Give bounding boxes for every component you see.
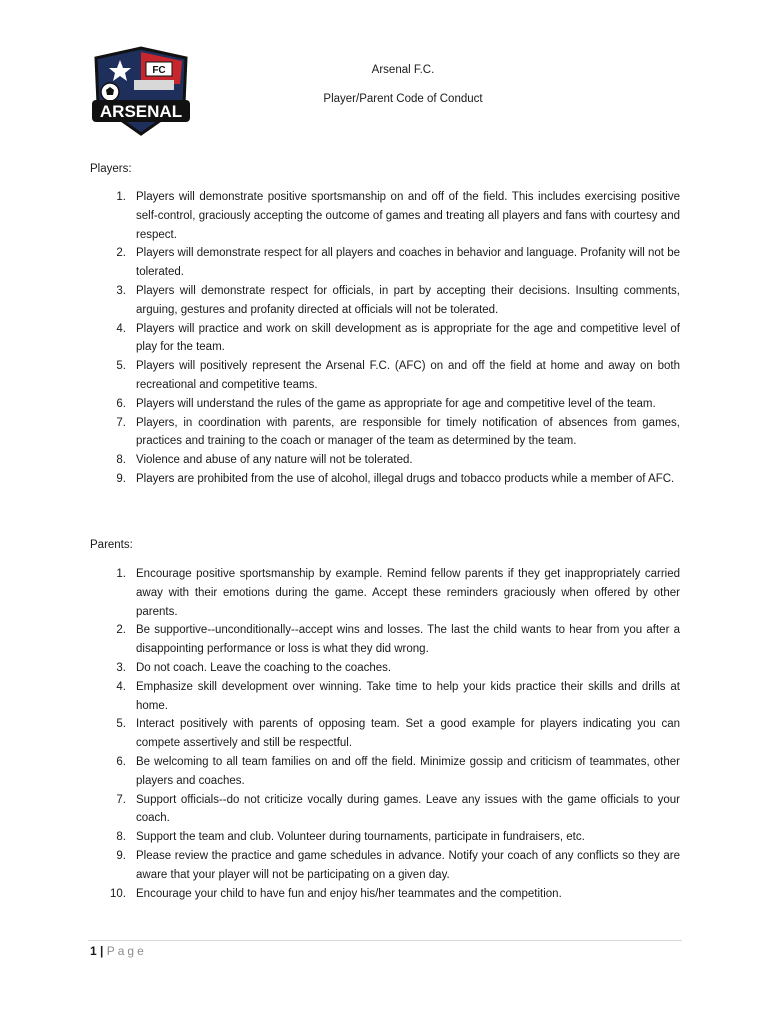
parents-rule-item <box>100 847 680 885</box>
rule-text: Players will understand the rules of the game as appropriate for age and competitive level of the team. <box>136 397 656 410</box>
players-rule-item <box>100 282 680 320</box>
players-heading: Players: <box>90 163 132 175</box>
rule-number: 9. <box>116 472 126 485</box>
players-rule-item <box>100 244 680 282</box>
players-rule-item <box>100 451 680 470</box>
rule-text: Do not coach. Leave the coaching to the coaches. <box>136 661 392 674</box>
rule-number: 7. <box>116 416 126 429</box>
rule-text: Encourage your child to have fun and enjoy his/her teammates and the competition. <box>136 887 562 900</box>
page-separator: | <box>100 944 104 958</box>
parents-rule-item <box>100 659 680 678</box>
document-title: Arsenal F.C. <box>371 64 435 76</box>
rule-number: 2. <box>116 624 126 637</box>
rule-text: Players will demonstrate respect for all players and coaches in behavior and language. Profanity will not be tolerated. <box>136 247 680 279</box>
rule-text: Support officials--do not criticize vocally during games. Leave any issues with the game officials to your coach. <box>136 793 680 825</box>
badge-text: FC <box>152 65 166 76</box>
page-number: 1 <box>90 944 97 958</box>
rule-number: 6. <box>116 755 126 768</box>
players-rule-item <box>100 188 680 244</box>
rule-number: 8. <box>116 454 126 467</box>
rule-text: Violence and abuse of any nature will not be tolerated. <box>136 454 413 467</box>
rule-text: Players will positively represent the Arsenal F.C. (AFC) on and off the field at home and away on both recreational and competitive teams. <box>136 360 680 391</box>
rule-text: Interact positively with parents of opposing team. Set a good example for players indicating you can compete assertively and still be respectful. <box>136 718 680 750</box>
parents-rule-item <box>100 565 680 621</box>
players-rule-item <box>100 357 680 395</box>
parents-rule-item <box>100 828 680 847</box>
parents-rules-list <box>100 565 680 903</box>
rule-text: Support the team and club. Volunteer during tournaments, participate in fundraisers, etc. <box>136 831 585 844</box>
rule-text: Be welcoming to all team families on and off the field. Minimize gossip and criticism of teammates, other players and coaches. <box>136 755 680 787</box>
parents-rule-item <box>100 791 680 829</box>
parents-rule-item <box>100 885 680 904</box>
page-footer <box>90 944 147 958</box>
rule-text: Players will demonstrate respect for officials, in part by accepting their decisions. Insulting comments, arguing, gestures and profanity directed at officials will not be tolerated. <box>136 284 680 316</box>
page-label: Page <box>106 944 147 958</box>
rule-number: 1. <box>116 568 126 580</box>
rule-number: 4. <box>116 322 126 335</box>
players-rule-item <box>100 470 680 489</box>
rule-number: 10. <box>110 887 126 900</box>
rule-number: 5. <box>116 360 126 373</box>
rule-number: 2. <box>116 247 126 260</box>
rule-text: Players will practice and work on skill development as is appropriate for the age and competitive level of play for the team. <box>136 322 680 354</box>
rule-number: 9. <box>116 849 126 862</box>
players-rule-item <box>100 414 680 452</box>
players-rule-item <box>100 395 680 414</box>
logo-wordmark: ARSENAL <box>99 102 183 121</box>
footer-divider <box>88 940 682 941</box>
rule-text: Emphasize skill development over winning. Take time to help your kids practice their skills and drills at home. <box>136 680 680 712</box>
rule-text: Encourage positive sportsmanship by example. Remind fellow parents if they get inappropriately carried away with their emotions during the game. Accept these reminders graciously when offered by other parents. <box>136 568 680 618</box>
arsenal-crest-icon <box>88 44 194 136</box>
parents-rule-item <box>100 715 680 753</box>
rule-number: 4. <box>116 680 126 693</box>
parents-rule-item <box>100 753 680 791</box>
document-subtitle: Player/Parent Code of Conduct <box>323 93 483 105</box>
rule-text: Players will demonstrate positive sportsmanship on and off of the field. This includes exercising positive self-control, graciously accepting the outcome of games and treating all players and fans with courtesy and respect. <box>136 191 680 241</box>
parents-rule-item <box>100 621 680 659</box>
rule-number: 1. <box>116 191 126 203</box>
rule-text: Players, in coordination with parents, are responsible for timely notification of absences from games, practices and training to the coach or manager of the team as determined by the team. <box>136 416 680 448</box>
parents-rule-item <box>100 678 680 716</box>
players-rules-list <box>100 188 680 489</box>
rule-number: 8. <box>116 831 126 844</box>
players-rule-item <box>100 320 680 358</box>
rule-number: 3. <box>116 284 126 297</box>
rule-number: 3. <box>116 661 126 674</box>
rule-text: Be supportive--unconditionally--accept wins and losses. The last the child wants to hear from you after a disappointing performance or loss is what they did wrong. <box>136 624 680 656</box>
arsenal-logo <box>88 44 194 136</box>
rule-number: 5. <box>116 718 126 731</box>
rule-text: Please review the practice and game schedules in advance. Notify your coach of any conflicts so they are aware that your player will not be participating on a given day. <box>136 849 680 881</box>
rule-text: Players are prohibited from the use of alcohol, illegal drugs and tobacco products while a member of AFC. <box>136 472 675 485</box>
parents-heading: Parents: <box>90 539 133 551</box>
rule-number: 7. <box>116 793 126 806</box>
rule-number: 6. <box>116 397 126 410</box>
